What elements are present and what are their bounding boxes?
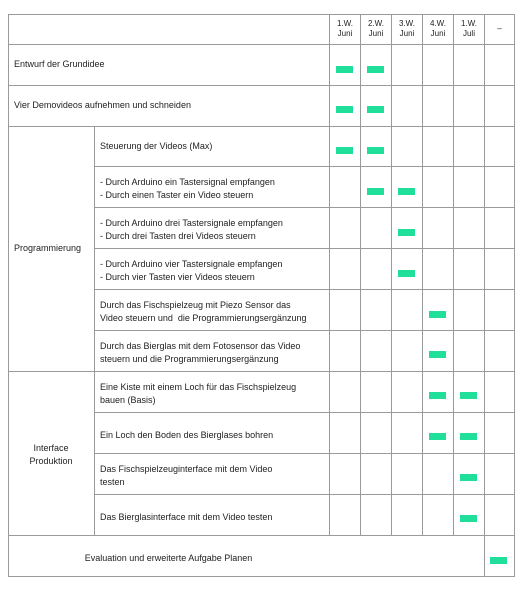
schedule-bar [336,106,353,113]
grid-line [94,166,514,167]
task-kiste: Eine Kiste mit einem Loch für das Fischspielzeug bauen (Basis) [100,382,297,405]
grid-line [514,14,515,577]
grid-line [8,85,514,86]
schedule-bar [460,474,477,481]
schedule-bar [367,66,384,73]
task-demovideos: Vier Demovideos aufnehmen und schneiden [14,100,191,110]
grid-line [94,207,514,208]
task-piezo: Durch das Fischspielzeug mit Piezo Sensor das Video steuern und die Programmierungsergänzung [100,300,307,323]
grid-line [360,14,361,536]
schedule-bar [367,106,384,113]
schedule-bar [367,188,384,195]
schedule-bar [429,433,446,440]
schedule-bar [460,433,477,440]
schedule-bar [429,311,446,318]
task-entwurf: Entwurf der Grundidee [14,59,105,69]
week-header-1: 1.W. Juni [336,19,353,38]
schedule-bar [398,270,415,277]
task-evaluation: Evaluation und erweiterte Aufgabe Planen [84,553,253,563]
group-interface-produktion: Interface Produktion [29,443,73,466]
week-header-2: 2.W. Juni [367,19,384,38]
grid-line [94,248,514,249]
grid-line [8,126,514,127]
schedule-bar [429,351,446,358]
week-header-3: 3.W. Juni [398,19,415,38]
grid-line [329,14,330,536]
grid-line [94,330,514,331]
grid-line [8,371,514,372]
grid-line [8,14,9,577]
grid-line [422,14,423,536]
task-vier-taster: - Durch Arduino vier Tastersignale empfangen - Durch vier Tasten vier Videos steuern [100,259,283,282]
schedule-bar [336,147,353,154]
task-ein-taster: - Durch Arduino ein Tastersignal empfangen - Durch einen Taster ein Video steuern [100,177,275,200]
week-header-6: – [497,24,502,33]
grid-line [8,576,514,577]
grid-line [8,14,514,15]
grid-line [8,44,514,45]
schedule-bar [490,557,507,564]
grid-line [484,14,485,577]
schedule-bar [460,392,477,399]
schedule-bar [460,515,477,522]
schedule-bar [336,66,353,73]
task-bier-test: Das Bierglasinterface mit dem Video testen [100,512,273,522]
task-loch: Ein Loch den Boden des Bierglases bohren [100,430,274,440]
grid-line [94,412,514,413]
grid-line [94,453,514,454]
schedule-bar [429,392,446,399]
grid-line [391,14,392,536]
task-fisch-test: Das Fischspielzeuginterface mit dem Video testen [100,464,273,487]
schedule-bar [398,229,415,236]
week-header-5: 1.W. Juli [460,19,477,38]
grid-line [453,14,454,536]
week-header-4: 4.W. Juni [429,19,446,38]
grid-line [8,535,514,536]
task-steuerung: Steuerung der Videos (Max) [100,141,213,151]
task-foto: Durch das Bierglas mit dem Fotosensor das Video steuern und die Programmierungsergänzung [100,341,301,364]
schedule-bar [398,188,415,195]
task-drei-taster: - Durch Arduino drei Tastersignale empfangen - Durch drei Tasten drei Videos steuern [100,218,283,241]
grid-line [94,289,514,290]
grid-line [94,372,95,536]
grid-line [94,126,95,372]
group-programmierung: Programmierung [14,243,82,253]
grid-line [94,494,514,495]
schedule-bar [367,147,384,154]
